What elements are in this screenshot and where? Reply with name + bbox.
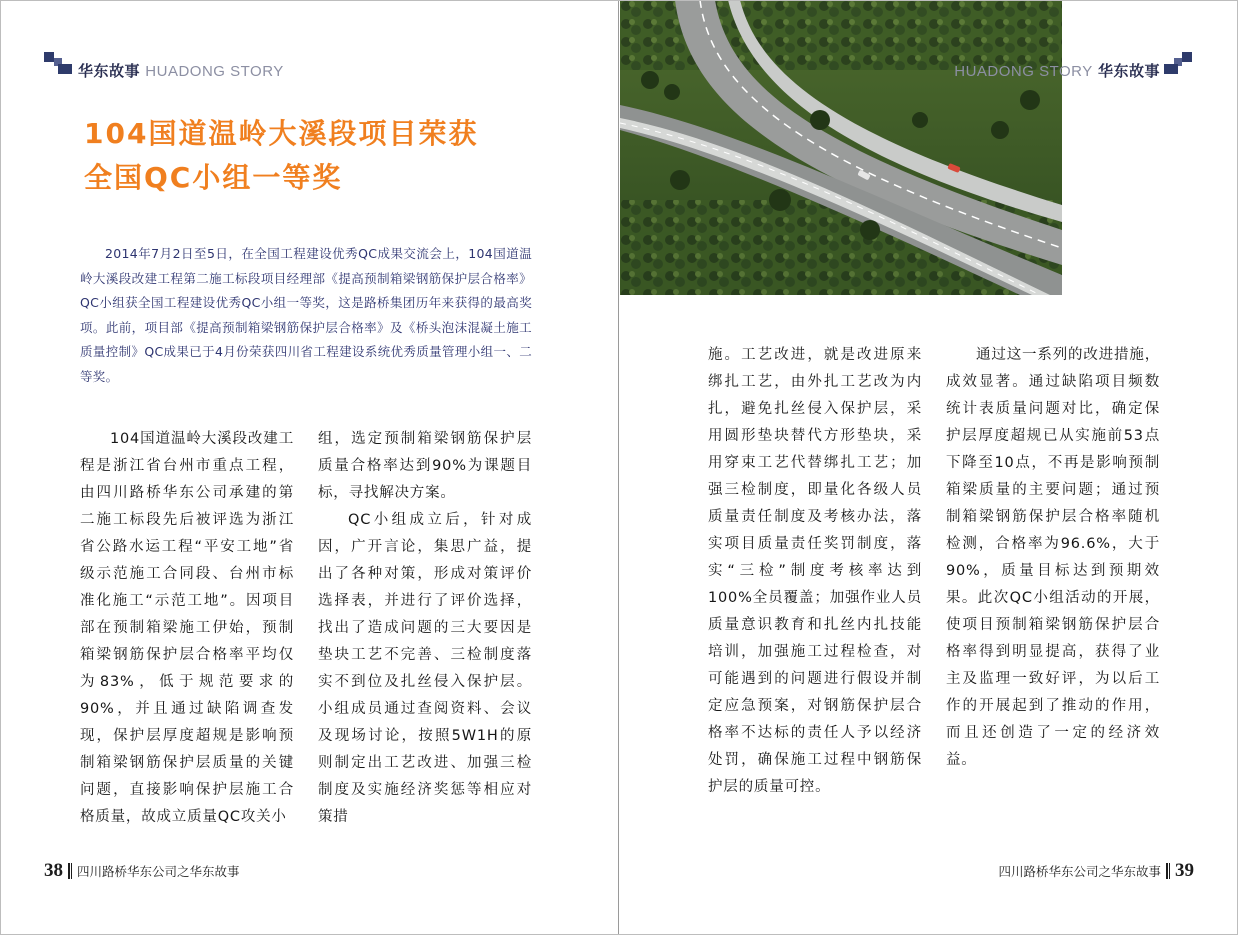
section-header-cn: 华东故事 xyxy=(1097,62,1160,80)
body-text: 组，选定预制箱梁钢筋保护层质量合格率达到90%为课题目标，寻找解决方案。 xyxy=(318,431,532,501)
body-column-3 xyxy=(708,342,922,801)
page-number: 39 xyxy=(1175,860,1194,881)
header-squares-logo xyxy=(1164,52,1196,74)
body-column-4 xyxy=(946,342,1160,774)
section-header-right xyxy=(954,60,1160,81)
body-column-1 xyxy=(80,426,294,831)
section-header-en: HUADONG STORY xyxy=(145,63,284,80)
article-title xyxy=(84,112,478,200)
header-squares-logo xyxy=(44,52,76,74)
footer-divider xyxy=(68,863,72,879)
section-header-cn: 华东故事 xyxy=(78,62,141,80)
footer-divider xyxy=(1166,863,1170,879)
body-column-2 xyxy=(318,426,532,831)
body-text: QC小组成立后，针对成因，广开言论，集思广益，提出了各种对策，形成对策评价选择表，并进行了评价选择，找出了造成问题的三大要因是垫块工艺不完善、三检制度落实不到位及扎丝侵入保护层。小组成员通过查阅资料、会议及现场讨论，按照5W1H的原则制定出工艺改进、加强三检制度及实施经济奖惩等相应对策措 xyxy=(318,512,532,825)
section-header-en: HUADONG STORY xyxy=(954,63,1093,80)
article-title-line2: 全国QC小组一等奖 xyxy=(84,161,343,194)
footer-right xyxy=(998,860,1194,882)
article-title-line1: 104国道温岭大溪段项目荣获 xyxy=(84,117,479,150)
footer-label: 四川路桥华东公司之华东故事 xyxy=(998,864,1161,879)
body-text: 施。工艺改进，就是改进原来绑扎工艺，由外扎工艺改为内扎，避免扎丝侵入保护层，采用圆形垫块替代方形垫块，采用穿束工艺代替绑扎工艺；加强三检制度，即量化各级人员质量责任制度及考核办法，落实项目质量责任奖罚制度，落实“三检”制度考核率达到100%全员覆盖；加强作业人员质量意识教育和扎丝内扎技能培训，加强施工过程检查，对可能遇到的问题进行假设并制定应急预案，对钢筋保护层合格率不达标的责任人予以经济处罚，确保施工过程中钢筋保护层的质量可控。 xyxy=(708,347,922,795)
footer-left xyxy=(44,860,240,882)
lead-paragraph: 2014年7月2日至5日，在全国工程建设优秀QC成果交流会上，104国道温岭大溪段改建工程第二施工标段项目经理部《提高预制箱梁钢筋保护层合格率》QC小组获全国工程建设优秀QC小组一等奖，这是路桥集团历年来获得的最高奖项。此前，项目部《提高预制箱梁钢筋保护层合格率》及《桥头泡沫混凝土施工质量控制》QC成果已于4月份荣获四川省工程建设系统优秀质量管理小组一、二等奖。 xyxy=(80,246,532,384)
section-header-left xyxy=(78,60,284,81)
body-text: 104国道温岭大溪段改建工程是浙江省台州市重点工程，由四川路桥华东公司承建的第二施工标段先后被评选为浙江省公路水运工程“平安工地”省级示范施工合同段、台州市标准化施工“示范工地”。因项目部在预制箱梁施工伊始，预制箱梁钢筋保护层合格率平均仅为83%，低于规范要求的90%，并且通过缺陷调查发现，保护层厚度超规是影响预制箱梁钢筋保护层质量的关键问题，直接影响保护层施工合格质量，故成立质量QC攻关小 xyxy=(80,431,294,825)
highway-photo xyxy=(620,0,1062,295)
page-number: 38 xyxy=(44,860,63,881)
footer-label: 四川路桥华东公司之华东故事 xyxy=(77,864,240,879)
body-text: 通过这一系列的改进措施，成效显著。通过缺陷项目频数统计表质量问题对比，确定保护层厚度超规已从实施前53点下降至10点，不再是影响预制箱梁质量的主要问题；通过预制箱梁钢筋保护层合格率随机检测，合格率为96.6%，大于90%，质量目标达到预期效果。此次QC小组活动的开展，使项目预制箱梁钢筋保护层合格率得到明显提高，获得了业主及监理一致好评，为以后工作的开展起到了推动的作用，而且还创造了一定的经济效益。 xyxy=(946,347,1160,768)
